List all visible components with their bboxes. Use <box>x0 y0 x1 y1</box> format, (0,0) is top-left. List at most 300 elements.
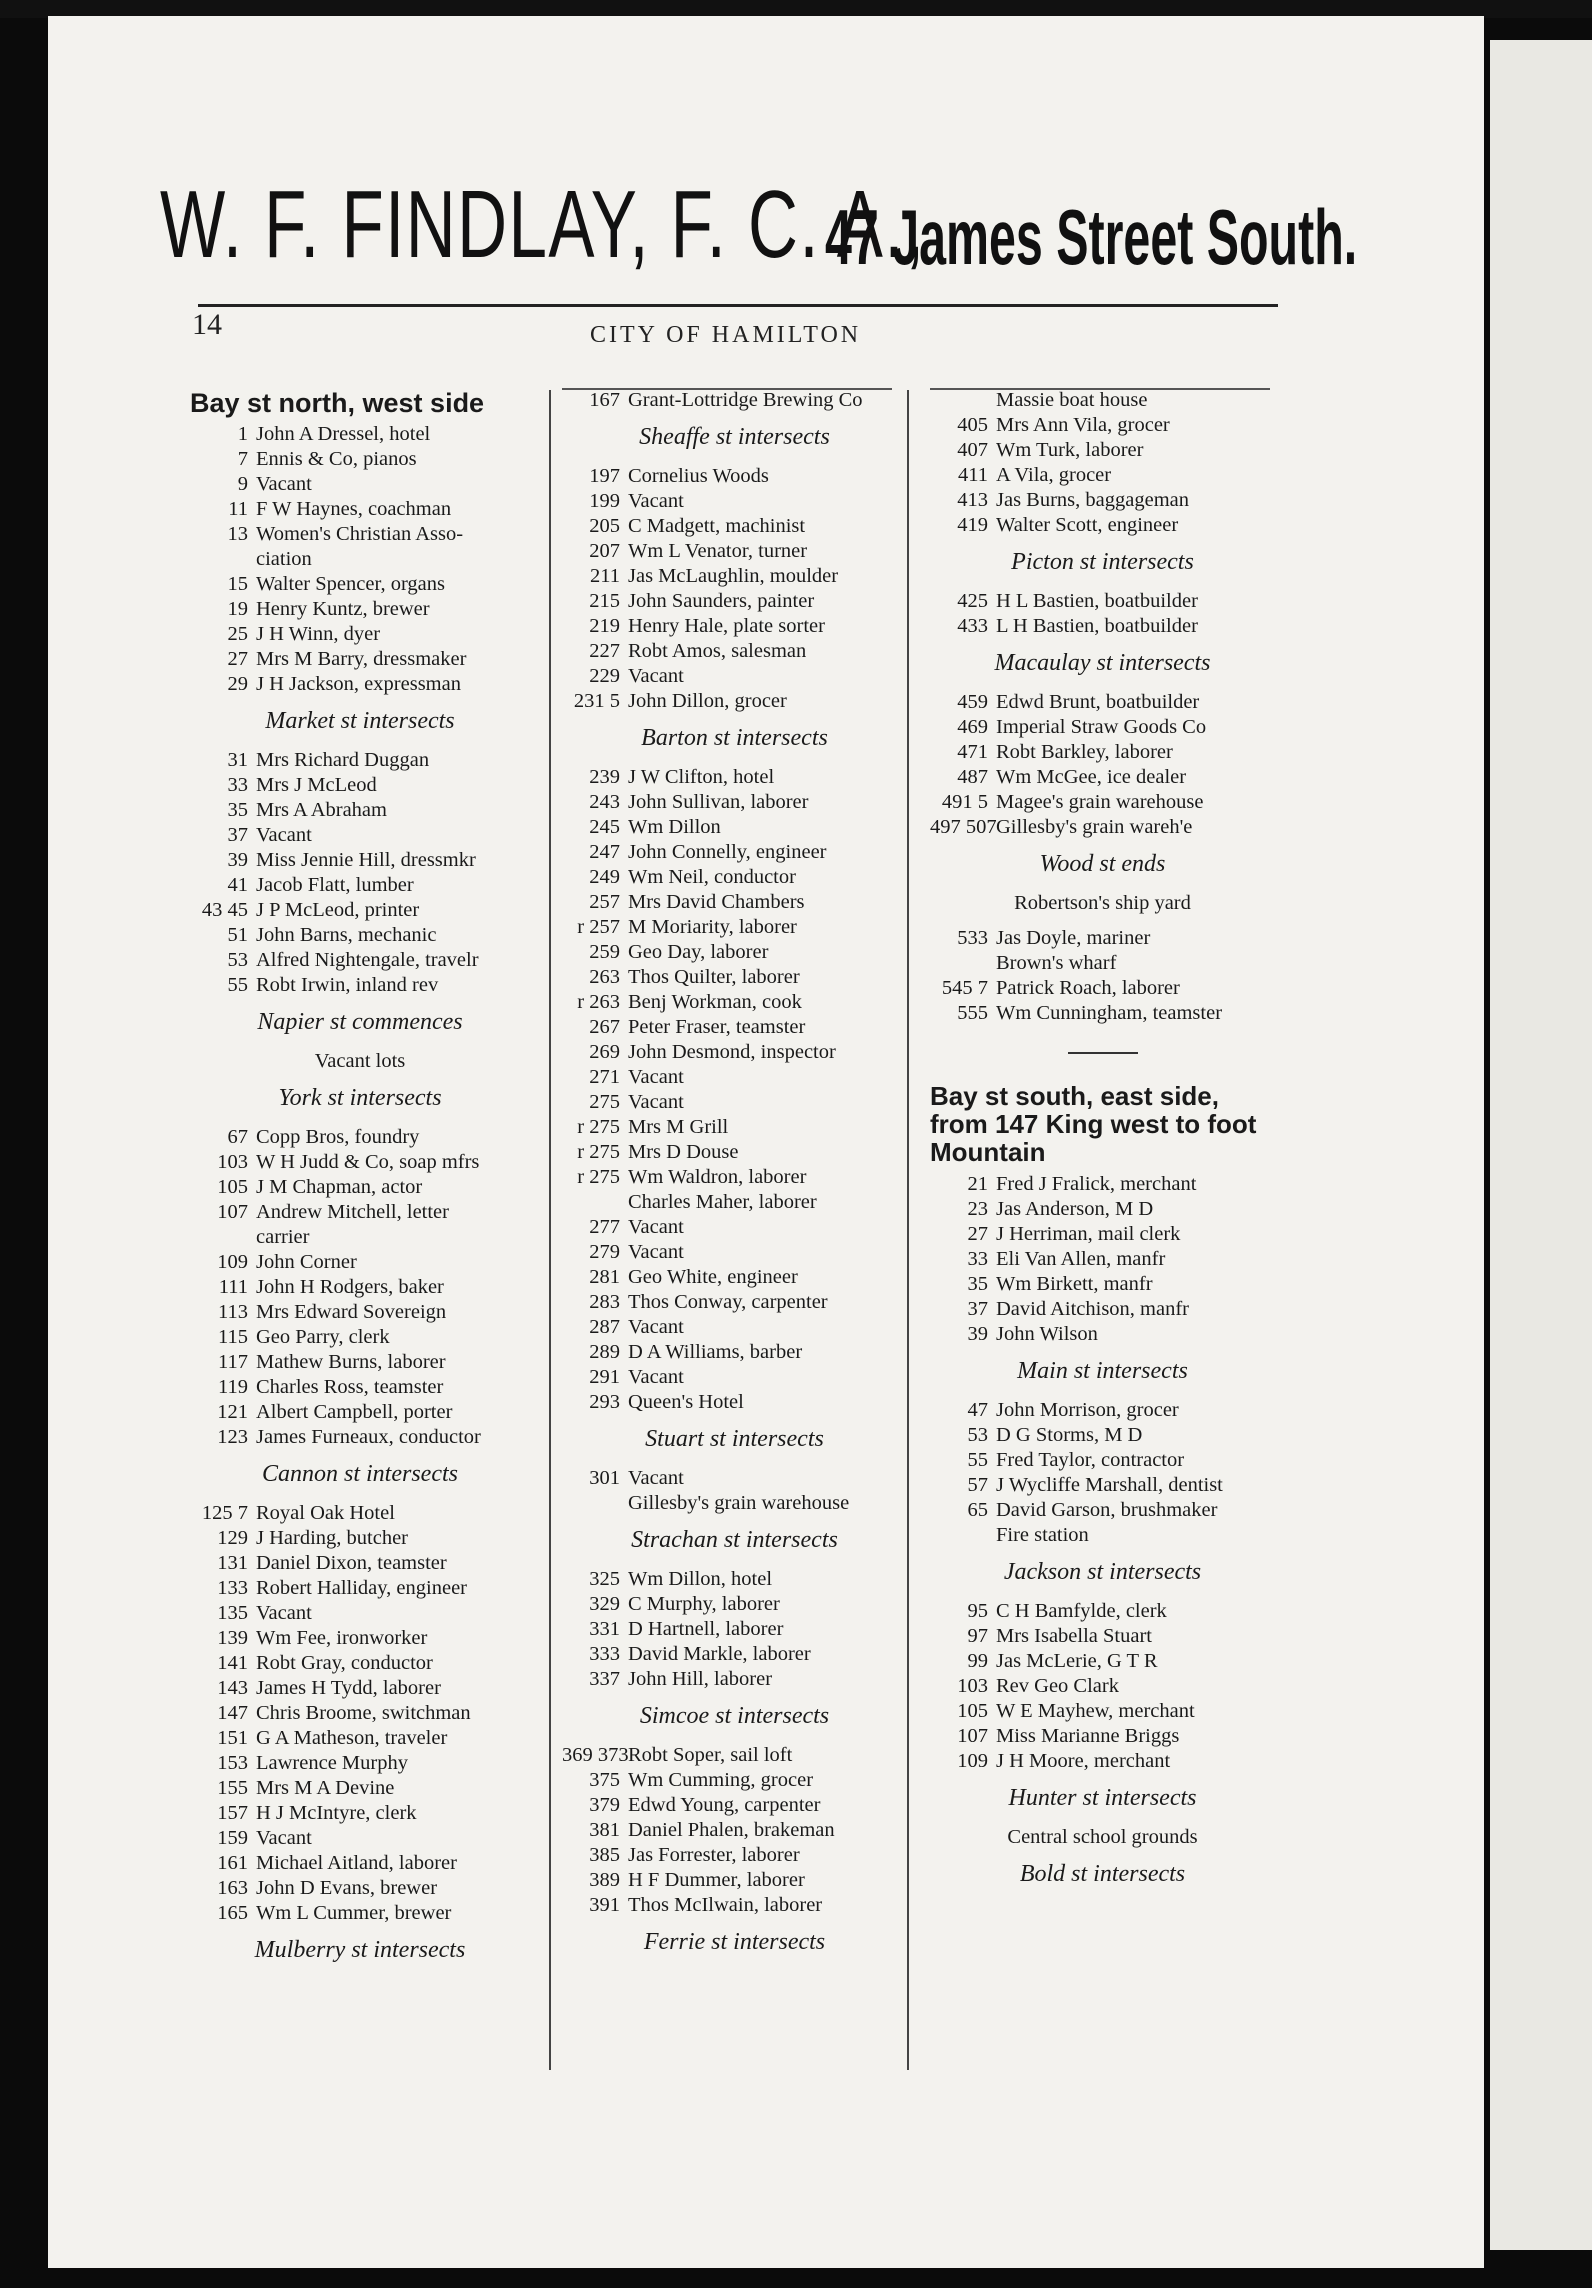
directory-entry <box>562 1466 907 1491</box>
house-number: 99 <box>967 1650 988 1672</box>
house-number: 33 <box>967 1248 988 1270</box>
entry-continuation: Massie boat house <box>996 389 1148 411</box>
occupant: Thos Quilter, laborer <box>628 966 800 988</box>
house-number: 267 <box>589 1016 620 1038</box>
occupant: Mrs M Grill <box>628 1116 729 1138</box>
directory-entry <box>562 1567 907 1592</box>
house-number: 135 <box>217 1602 248 1624</box>
header-address: 47 James Street South. <box>825 193 1358 281</box>
occupant: Wm Cumming, grocer <box>628 1769 814 1791</box>
occupant: John Connelly, engineer <box>628 841 827 863</box>
house-number: 57 <box>967 1474 988 1496</box>
occupant: D G Storms, M D <box>996 1424 1143 1446</box>
directory-entry <box>190 1325 530 1350</box>
occupant: Robt Soper, sail loft <box>628 1744 793 1766</box>
occupant: John D Evans, brewer <box>256 1877 438 1899</box>
house-number: 337 <box>589 1668 620 1690</box>
house-number: 199 <box>589 490 620 512</box>
occupant: Vacant <box>628 665 684 687</box>
house-number: 219 <box>589 615 620 637</box>
occupant: Grant-Lottridge Brewing Co <box>628 389 863 411</box>
directory-entry <box>562 840 907 865</box>
occupant: Henry Hale, plate sorter <box>628 615 825 637</box>
directory-entry <box>562 539 907 564</box>
directory-entry <box>190 1275 530 1300</box>
occupant: F W Haynes, coachman <box>256 498 452 520</box>
house-number: 227 <box>589 640 620 662</box>
house-number: 107 <box>957 1725 988 1747</box>
occupant: Wm McGee, ice dealer <box>996 766 1187 788</box>
occupant: Fred Taylor, contractor <box>996 1449 1185 1471</box>
house-number: 109 <box>217 1251 248 1273</box>
directory-entry <box>562 1868 907 1893</box>
occupant: M Moriarity, laborer <box>628 916 797 938</box>
house-number: 533 <box>957 927 988 949</box>
house-number: 65 <box>967 1499 988 1521</box>
occupant: Mrs M A Devine <box>256 1777 395 1799</box>
directory-entry <box>562 1893 907 1918</box>
house-number: 163 <box>217 1877 248 1899</box>
directory-entry <box>562 1365 907 1390</box>
house-number: 33 <box>227 774 248 796</box>
occupant: H F Dummer, laborer <box>628 1869 805 1891</box>
occupant: Wm Dillon <box>628 816 721 838</box>
directory-entry <box>190 973 530 998</box>
house-number: 293 <box>589 1391 620 1413</box>
occupant: Vacant <box>628 1091 684 1113</box>
occupant: J W Clifton, hotel <box>628 766 775 788</box>
directory-entry <box>190 522 530 547</box>
cross-street-label: Market st intersects <box>265 708 455 734</box>
occupant: D A Williams, barber <box>628 1341 803 1363</box>
house-number: 379 <box>589 1794 620 1816</box>
occupant: Peter Fraser, teamster <box>628 1016 806 1038</box>
directory-entry <box>190 1150 530 1175</box>
house-number: 247 <box>589 841 620 863</box>
occupant: Wm L Cummer, brewer <box>256 1902 452 1924</box>
house-number: 55 <box>227 974 248 996</box>
directory-entry <box>562 639 907 664</box>
occupant: Thos McIlwain, laborer <box>628 1894 823 1916</box>
house-number: 105 <box>217 1176 248 1198</box>
directory-entry <box>190 1601 530 1626</box>
house-number: 289 <box>589 1341 620 1363</box>
house-number: 97 <box>967 1625 988 1647</box>
cross-street-label: Sheaffe st intersects <box>639 424 830 450</box>
house-number: 109 <box>957 1750 988 1772</box>
occupant: David Markle, laborer <box>628 1643 811 1665</box>
header-rule <box>198 304 1278 307</box>
occupant: Magee's grain warehouse <box>996 791 1204 813</box>
directory-entry <box>930 715 1275 740</box>
directory-entry <box>190 1501 530 1526</box>
occupant: Wm Fee, ironworker <box>256 1627 428 1649</box>
house-number: 21 <box>967 1173 988 1195</box>
house-number: 35 <box>227 799 248 821</box>
house-number: 369 373 <box>562 1744 629 1766</box>
house-number: 215 <box>589 590 620 612</box>
occupant: G A Matheson, traveler <box>256 1727 448 1749</box>
directory-entry <box>190 1876 530 1901</box>
directory-entry <box>190 848 530 873</box>
occupant: Jas Anderson, M D <box>996 1198 1154 1220</box>
occupant: Vacant <box>628 1216 684 1238</box>
directory-entry <box>930 1498 1275 1523</box>
occupant: Michael Aitland, laborer <box>256 1852 457 1874</box>
house-number: 413 <box>957 489 988 511</box>
cross-street-label: Simcoe st intersects <box>639 1703 830 1729</box>
section-divider <box>1068 1052 1138 1054</box>
house-number: 41 <box>227 874 248 896</box>
house-number: 167 <box>589 389 620 411</box>
occupant: Wm Dillon, hotel <box>628 1568 773 1590</box>
directory-entry <box>562 464 907 489</box>
occupant: Ennis & Co, pianos <box>256 448 417 470</box>
directory-entry <box>930 740 1275 765</box>
house-number: 375 <box>589 1769 620 1791</box>
directory-entry <box>562 1315 907 1340</box>
house-number: r 275 <box>577 1141 620 1163</box>
house-number: 243 <box>589 791 620 813</box>
house-number: 291 <box>589 1366 620 1388</box>
occupant: John Desmond, inspector <box>628 1041 836 1063</box>
occupant: H J McIntyre, clerk <box>256 1802 417 1824</box>
directory-entry <box>930 1448 1275 1473</box>
house-number: 471 <box>957 741 988 763</box>
occupant: Mrs Richard Duggan <box>256 749 430 771</box>
occupant: J H Moore, merchant <box>996 1750 1171 1772</box>
directory-entry <box>190 1701 530 1726</box>
cross-street-label: Hunter st intersects <box>1008 1785 1197 1811</box>
directory-entry <box>190 1551 530 1576</box>
directory-entry <box>562 990 907 1015</box>
directory-entry <box>190 497 530 522</box>
directory-entry <box>562 664 907 689</box>
occupant: Wm Cunningham, teamster <box>996 1002 1223 1024</box>
directory-entry <box>562 790 907 815</box>
occupant: Copp Bros, foundry <box>256 1126 420 1148</box>
occupant: James Furneaux, conductor <box>256 1426 481 1448</box>
cross-street-label: Napier st commences <box>257 1009 463 1035</box>
occupant: Fred J Fralick, merchant <box>996 1173 1197 1195</box>
house-number: 35 <box>967 1273 988 1295</box>
occupant: Vacant <box>256 1602 312 1624</box>
occupant: Gillesby's grain wareh'e <box>996 816 1193 838</box>
directory-entry <box>190 647 530 672</box>
occupant: C Madgett, machinist <box>628 515 806 537</box>
directory-entry <box>930 1172 1275 1197</box>
occupant: John H Rodgers, baker <box>256 1276 444 1298</box>
directory-entry <box>930 463 1275 488</box>
directory-entry <box>190 422 530 447</box>
directory-entry <box>930 926 1275 951</box>
directory-entry <box>562 1768 907 1793</box>
directory-entry <box>562 1240 907 1265</box>
directory-entry <box>562 765 907 790</box>
occupant: Wm Turk, laborer <box>996 439 1144 461</box>
house-number: 459 <box>957 691 988 713</box>
house-number: 271 <box>589 1066 620 1088</box>
directory-entry <box>190 1300 530 1325</box>
directory-entry <box>190 823 530 848</box>
occupant: Edwd Brunt, boatbuilder <box>996 691 1200 713</box>
directory-entry <box>930 1674 1275 1699</box>
house-number: 39 <box>967 1323 988 1345</box>
occupant: C Murphy, laborer <box>628 1593 780 1615</box>
house-number: 497 507 <box>930 816 997 838</box>
occupant: Vacant <box>628 1467 684 1489</box>
house-number: 425 <box>957 590 988 612</box>
entry-continuation: Charles Maher, laborer <box>628 1191 817 1213</box>
house-number: 419 <box>957 514 988 536</box>
directory-entry <box>930 589 1275 614</box>
directory-entry <box>930 1423 1275 1448</box>
house-number: 205 <box>589 515 620 537</box>
occupant: W H Judd & Co, soap mfrs <box>256 1151 480 1173</box>
occupant: Vacant <box>256 473 312 495</box>
location-note: Vacant lots <box>314 1050 406 1072</box>
house-number: 147 <box>217 1702 248 1724</box>
occupant: Royal Oak Hotel <box>256 1502 395 1524</box>
directory-entry <box>190 597 530 622</box>
directory-entry <box>562 1667 907 1692</box>
house-number: 433 <box>957 615 988 637</box>
house-number: r 257 <box>577 916 620 938</box>
occupant: A Vila, grocer <box>996 464 1112 486</box>
cross-street-label: Barton st intersects <box>641 725 828 751</box>
directory-entry <box>190 1676 530 1701</box>
occupant: Miss Jennie Hill, dressmkr <box>256 849 476 871</box>
occupant: Vacant <box>628 1066 684 1088</box>
directory-entry <box>562 965 907 990</box>
house-number: r 275 <box>577 1116 620 1138</box>
house-number: 103 <box>217 1151 248 1173</box>
directory-entry <box>562 1015 907 1040</box>
occupant: Mrs J McLeod <box>256 774 377 796</box>
column-divider <box>549 390 551 2070</box>
directory-entry <box>190 1826 530 1851</box>
occupant: David Aitchison, manfr <box>996 1298 1190 1320</box>
adjacent-page-edge <box>1490 40 1592 2250</box>
house-number: 249 <box>589 866 620 888</box>
occupant: Thos Conway, carpenter <box>628 1291 828 1313</box>
directory-entry <box>562 1265 907 1290</box>
house-number: 37 <box>967 1298 988 1320</box>
occupant: Daniel Dixon, teamster <box>256 1552 447 1574</box>
house-number: 37 <box>227 824 248 846</box>
occupant: Miss Marianne Briggs <box>996 1725 1180 1747</box>
house-number: 469 <box>957 716 988 738</box>
directory-entry <box>562 1617 907 1642</box>
occupant: Imperial Straw Goods Co <box>996 716 1207 738</box>
directory-entry <box>562 890 907 915</box>
occupant: Vacant <box>628 490 684 512</box>
directory-entry <box>930 513 1275 538</box>
directory-entry <box>190 572 530 597</box>
directory-entry <box>562 1793 907 1818</box>
house-number: 47 <box>967 1399 988 1421</box>
occupant: Albert Campbell, porter <box>256 1401 453 1423</box>
directory-entry <box>190 1425 530 1450</box>
house-number: 389 <box>589 1869 620 1891</box>
directory-entry <box>190 447 530 472</box>
column-divider <box>907 390 909 2070</box>
house-number: 229 <box>589 665 620 687</box>
cross-street-label: Wood st ends <box>1039 851 1166 877</box>
occupant: Wm Neil, conductor <box>628 866 796 888</box>
directory-entry <box>562 915 907 940</box>
entry-continuation: Gillesby's grain warehouse <box>628 1492 850 1514</box>
house-number: 13 <box>227 523 248 545</box>
directory-entry <box>930 1473 1275 1498</box>
house-number: r 275 <box>577 1166 620 1188</box>
directory-entry <box>562 1165 907 1190</box>
entry-continuation: ciation <box>256 548 312 570</box>
house-number: 111 <box>218 1276 248 1298</box>
occupant: Jas Forrester, laborer <box>628 1844 800 1866</box>
occupant: H L Bastien, boatbuilder <box>996 590 1198 612</box>
house-number: 329 <box>589 1593 620 1615</box>
occupant: Geo White, engineer <box>628 1266 798 1288</box>
occupant: Queen's Hotel <box>628 1391 744 1413</box>
directory-entry <box>930 790 1275 815</box>
house-number: r 263 <box>577 991 620 1013</box>
house-number: 257 <box>589 891 620 913</box>
directory-entry <box>190 672 530 697</box>
house-number: 119 <box>218 1376 248 1398</box>
directory-entry <box>190 1576 530 1601</box>
directory-entry <box>190 798 530 823</box>
directory-entry <box>190 1801 530 1826</box>
occupant: Eli Van Allen, manfr <box>996 1248 1166 1270</box>
house-number: 7 <box>237 448 248 470</box>
occupant: Mrs M Barry, dressmaker <box>256 648 467 670</box>
cross-street-label: York st intersects <box>278 1085 442 1111</box>
house-number: 9 <box>237 473 248 495</box>
house-number: 113 <box>218 1301 248 1323</box>
occupant: Alfred Nightengale, travelr <box>256 949 479 971</box>
house-number: 15 <box>227 573 248 595</box>
occupant: Chris Broome, switchman <box>256 1702 471 1724</box>
house-number: 115 <box>218 1326 248 1348</box>
occupant: Daniel Phalen, brakeman <box>628 1819 835 1841</box>
directory-entry <box>930 1398 1275 1423</box>
cross-street-label: Stuart st intersects <box>645 1426 824 1452</box>
house-number: 23 <box>967 1198 988 1220</box>
directory-entry <box>190 472 530 497</box>
directory-entry <box>930 1624 1275 1649</box>
occupant: Wm Birkett, manfr <box>996 1273 1153 1295</box>
occupant: J Wycliffe Marshall, dentist <box>996 1474 1223 1496</box>
directory-entry <box>930 413 1275 438</box>
house-number: 105 <box>957 1700 988 1722</box>
occupant: Vacant <box>256 1827 312 1849</box>
occupant: Benj Workman, cook <box>628 991 802 1013</box>
directory-entry <box>930 1749 1275 1774</box>
occupant: C H Bamfylde, clerk <box>996 1600 1167 1622</box>
house-number: 259 <box>589 941 620 963</box>
occupant: Robert Halliday, engineer <box>256 1577 467 1599</box>
directory-entry <box>562 1215 907 1240</box>
directory-entry <box>562 1592 907 1617</box>
house-number: 555 <box>957 1002 988 1024</box>
directory-entry <box>190 1626 530 1651</box>
directory-entry <box>562 1140 907 1165</box>
directory-entry <box>930 1001 1275 1026</box>
house-number: 407 <box>957 439 988 461</box>
occupant: Charles Ross, teamster <box>256 1376 444 1398</box>
house-number: 25 <box>227 623 248 645</box>
directory-entry <box>190 748 530 773</box>
house-number: 39 <box>227 849 248 871</box>
directory-entry <box>930 438 1275 463</box>
house-number: 157 <box>217 1802 248 1824</box>
occupant: Mathew Burns, laborer <box>256 1351 446 1373</box>
house-number: 411 <box>958 464 988 486</box>
occupant: Vacant <box>628 1366 684 1388</box>
house-number: 277 <box>589 1216 620 1238</box>
directory-column-1 <box>190 388 530 1977</box>
directory-column-3 <box>930 388 1275 1901</box>
house-number: 117 <box>218 1351 248 1373</box>
occupant: Walter Scott, engineer <box>996 514 1179 536</box>
cross-street-label: Jackson st intersects <box>1003 1559 1202 1585</box>
cross-street-label: Macaulay st intersects <box>994 650 1211 676</box>
directory-entry <box>562 589 907 614</box>
occupant: Vacant <box>628 1241 684 1263</box>
directory-entry <box>930 1272 1275 1297</box>
occupant: John Wilson <box>996 1323 1098 1345</box>
house-number: 161 <box>217 1852 248 1874</box>
house-number: 29 <box>227 673 248 695</box>
directory-entry <box>562 1090 907 1115</box>
occupant: Mrs David Chambers <box>628 891 805 913</box>
directory-entry <box>930 1197 1275 1222</box>
directory-entry <box>562 1818 907 1843</box>
directory-entry <box>930 815 1275 840</box>
house-number: 27 <box>227 648 248 670</box>
entry-continuation: Brown's wharf <box>996 952 1117 974</box>
occupant: J H Winn, dyer <box>256 623 381 645</box>
directory-entry <box>190 898 530 923</box>
occupant: Mrs Edward Sovereign <box>256 1301 447 1323</box>
house-number: 239 <box>589 766 620 788</box>
house-number: 1 <box>237 423 248 445</box>
cross-street-label: Strachan st intersects <box>631 1527 838 1553</box>
house-number: 31 <box>227 749 248 771</box>
entry-continuation: Fire station <box>996 1524 1089 1546</box>
directory-entry <box>190 1375 530 1400</box>
directory-entry <box>190 1200 530 1225</box>
directory-entry <box>562 1115 907 1140</box>
directory-entry <box>190 1901 530 1926</box>
directory-entry <box>930 1222 1275 1247</box>
occupant: Geo Parry, clerk <box>256 1326 390 1348</box>
house-number: 141 <box>217 1652 248 1674</box>
directory-column-2 <box>562 388 907 1969</box>
directory-entry <box>190 1400 530 1425</box>
occupant: Robt Barkley, laborer <box>996 741 1173 763</box>
directory-entry <box>562 614 907 639</box>
location-note: Central school grounds <box>1007 1826 1198 1848</box>
occupant: Jas Burns, baggageman <box>996 489 1189 511</box>
occupant: J P McLeod, printer <box>256 899 420 921</box>
house-number: 125 7 <box>201 1502 248 1524</box>
directory-entry <box>562 489 907 514</box>
occupant: Mrs A Abraham <box>256 799 387 821</box>
directory-entry <box>190 1526 530 1551</box>
directory-entry <box>190 1776 530 1801</box>
